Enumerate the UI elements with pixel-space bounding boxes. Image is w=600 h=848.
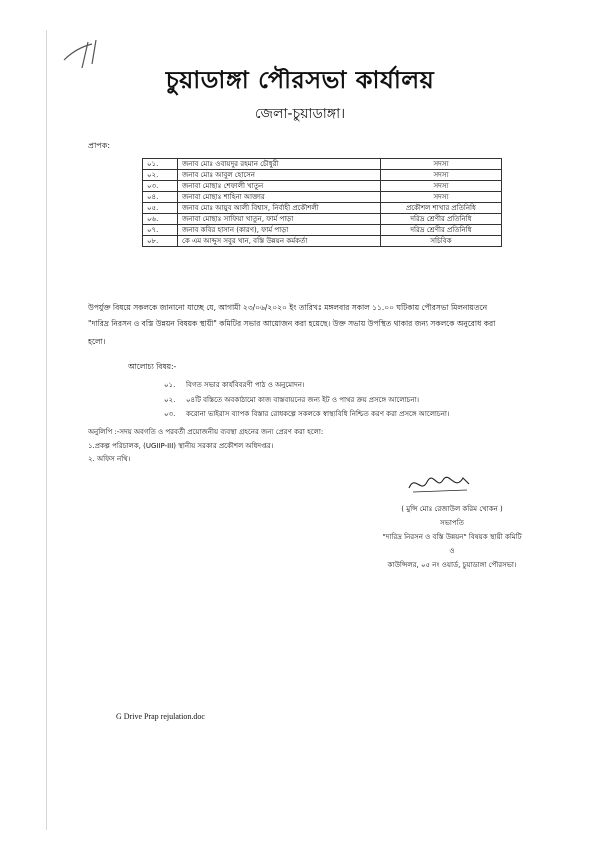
body-paragraph-line-2: "দারিদ্র নিরসন ও বস্তি উন্নয়ন বিষয়ক স্থায়ী" কমিটির সভার আয়োজন করা হয়েছে। উক্ত সভায় উপস্থিত থাকার জন্য সকলকে অনুরোধ করা — [88, 319, 496, 328]
signatory-committee: "দারিদ্র নিরসন ও বস্তি উন্নয়ন" বিষয়ক স্থায়ী কমিটি — [382, 533, 522, 541]
office-title: চুয়াডাঙ্গা পৌরসভা কার্যালয় — [165, 66, 435, 94]
recipient-number: ০২. — [143, 170, 178, 181]
agenda-label: আলোচ্য বিষয়:- — [128, 362, 177, 371]
copy-to-item: ১.প্রকল্প পরিচালক, (UGIIP-III) স্থানীয় সরকার প্রকৌশল অধিদপ্তর। — [88, 441, 274, 450]
recipient-name: জনাব কবির হাসান (কারণ), ফার্ম পাড়া — [178, 225, 381, 236]
recipient-role: সদস্য — [381, 159, 502, 170]
table-row — [143, 236, 502, 247]
signatory-name: ( মুন্সি মোঃ রেজাউল করিম খোকন ) — [401, 505, 503, 513]
table-row — [143, 170, 502, 181]
signatory-title: সভাপতি — [440, 519, 464, 527]
body-paragraph-line-3: হলো। — [88, 337, 106, 346]
signatory-block — [342, 502, 562, 572]
signatory-conjunction: ও — [449, 547, 455, 555]
signatory-position: কাউন্সিলর, ০৫ নং ওয়ার্ড, চুয়াডাঙ্গা পৌরসভা। — [387, 561, 517, 569]
recipient-role: দরিদ্র শ্রেণীর প্রতিনিধি — [381, 214, 502, 225]
body-paragraph-line-1: উপর্যুক্ত বিষয়ে সকলকে জানানো যাচ্ছে যে, আগামী ২৩/০৬/২০২০ ইং তারিখঃ মঙ্গলবার সকাল ১১.০০ ঘটিকায় পৌরসভা মিলনায়তনে — [88, 303, 488, 312]
list-item — [164, 407, 449, 422]
copy-to-section — [88, 426, 323, 467]
recipients-label: প্রাপক: — [88, 141, 111, 150]
table-row — [143, 203, 502, 214]
recipient-number: ০৮. — [143, 236, 178, 247]
recipient-number: ০৩. — [143, 181, 178, 192]
agenda-item-text: ০৪টি বস্তিতে অবকাঠামো কাজ বাস্তবায়নের জন্য ইট ও পাথর ক্রয় প্রসঙ্গে আলোচনা। — [186, 395, 420, 404]
district-subtitle: জেলা-চুয়াডাঙ্গা। — [254, 106, 346, 122]
recipient-role: সদস্য — [381, 192, 502, 203]
recipient-name: জনাব মোঃ আবুল হোসেন — [178, 170, 381, 181]
table-row — [143, 192, 502, 203]
recipient-name: জনাব মোঃ ওবায়দুর রহমান চৌধুরী — [178, 159, 381, 170]
copy-to-item: ২. অফিস নথি। — [88, 455, 131, 463]
scan-edge-line — [46, 30, 47, 830]
recipient-number: ০৬. — [143, 214, 178, 225]
agenda-item-text: করোনা ভাইরাস ব্যাপক বিস্তার রোধকল্পে সকলকে স্বাস্থ্যবিধি নিশ্চিত করণ করা প্রসঙ্গে আলোচনা। — [186, 410, 450, 418]
table-row — [143, 214, 502, 225]
agenda-item-number: ০২. — [164, 395, 176, 404]
agenda-item-number: ০৩. — [164, 410, 176, 418]
recipient-role: সদস্য — [381, 181, 502, 192]
recipient-number: ০৫. — [143, 203, 178, 214]
handwritten-signature — [405, 470, 477, 498]
recipient-number: ০৭. — [143, 225, 178, 236]
recipient-role: সদস্য — [381, 170, 502, 181]
recipient-name: জনাবা মোছাঃ সাফিয়া খাতুন, ফার্ম পাড়া — [178, 214, 381, 225]
list-item — [164, 393, 449, 408]
table-row — [143, 225, 502, 236]
recipients-table — [142, 158, 502, 247]
recipient-role: সচিবিক — [381, 236, 502, 247]
file-path-footer: G Drive Prap rejulation.doc — [116, 712, 205, 721]
recipient-number: ০১. — [143, 159, 178, 170]
recipient-number: ০৪. — [143, 192, 178, 203]
table-row — [143, 159, 502, 170]
recipient-name: জনাবা মোছাঃ শেফালী খাতুন — [178, 181, 381, 192]
agenda-item-number: ০১. — [164, 381, 176, 389]
list-item — [164, 378, 449, 393]
agenda-list — [164, 378, 449, 422]
table-row — [143, 181, 502, 192]
recipient-name: কে এম আব্দুস সবুর খান, বস্তি উন্নয়ন কর্মকর্তা — [178, 236, 381, 247]
recipient-role: দরিদ্র শ্রেণীর প্রতিনিধি — [381, 225, 502, 236]
recipient-name: জনাব মোঃ আয়ুব আলী বিশ্বাস, নির্বাহী প্রকৌশলী — [178, 203, 381, 214]
recipient-role: প্রকৌশল শাখার প্রতিনিধি — [381, 203, 502, 214]
recipient-name: জনাবা মোছাঃ শাহিনা আক্তার — [178, 192, 381, 203]
copy-to-intro: অনুলিপি :-সদয় অবগতি ও পরবর্তী প্রয়োজনীয় ব্যবস্থা গ্রহনের জন্য প্রেরণ করা হলো: — [88, 428, 324, 436]
agenda-item-text: বিগত সভার কার্যবিবরণী পাঠ ও অনুমোদন। — [186, 381, 305, 389]
